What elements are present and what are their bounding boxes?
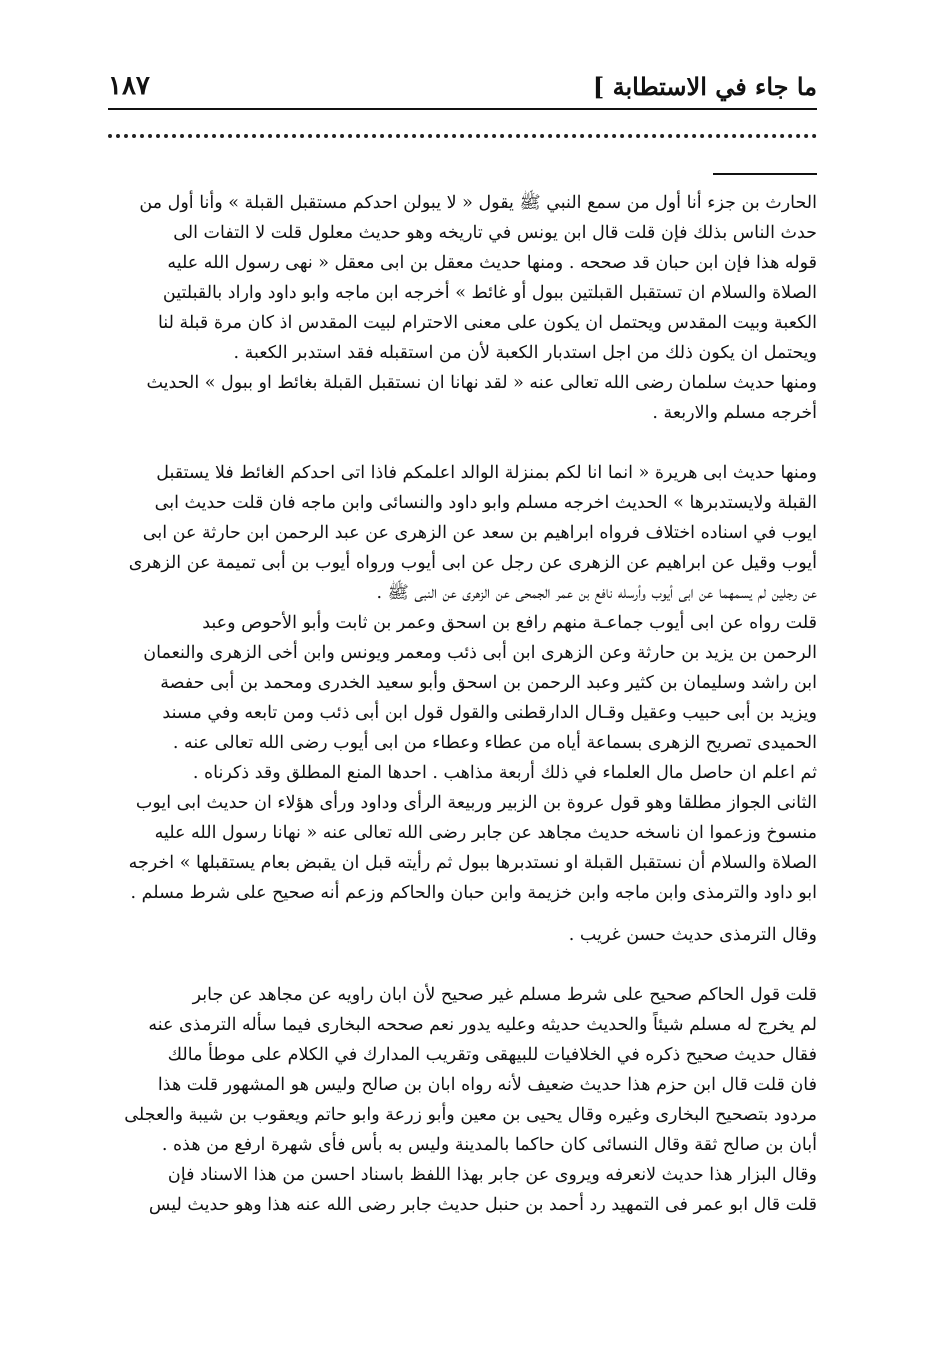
paragraph [108,1160,817,1220]
running-title: ما جاء في الاستطابة ] [592,71,817,101]
paragraph [108,920,817,950]
dotted-separator [108,134,817,138]
text-line: لم يخرج له مسلم شيئاً والحديث حديثه وعليه يدور نعم صححه البخارى فيما سأله الترمذى عنه [148,1015,817,1035]
paragraph [108,758,817,908]
page-header [108,68,817,104]
text-line: قلت قال ابو عمر فى التمهيد رد أحمد بن حنبل حديث جابر رضى الله عنه هذا وهو حديث ليس [148,1195,817,1215]
text-line: ثم اعلم ان حاصل مال العلماء في ذلك أربعة مذاهب . احدها المنع المطلق وقد ذكرناه . [192,763,817,783]
text-line: قلت قول الحاكم صحيح على شرط مسلم غير صحيح لأن ابان راويه عن مجاهد عن جابر [192,985,817,1005]
text-line: ومنها حديث ابى هريرة « انما انا لكم بمنزلة الوالد اعلمكم فاذا اتى احدكم الغائط فلا يستقبل [156,463,817,483]
text-line: فان قلت قال ابن حزم هذا حديث ضعيف لأنه رواه ابان بن صالح وليس هو المشهور قلت هذا [157,1075,817,1095]
text-line: مردود بتصحيح البخارى وغيره وقال يحيى بن معين وأبو زرعة وابو حاتم ويعقوب بن شيبة والعجلى [124,1105,817,1125]
paragraph [108,458,817,608]
text-line: ويزيد بن أبى حبيب وعقيل وقـال الدارقطنى والقول قول ابن أبى ذئب ومن تابعه وفي مسند [162,703,817,723]
paragraph [108,368,817,428]
text-line: قوله هذا فإن ابن حبان قد صححه . ومنها حديث معقل بن ابى معقل « نهى رسول الله عليه [167,253,817,273]
text-line: فقال حديث صحيح ذكره في الخلافيات للبيهقى وتقريب المدارك في الكلام على موطأ مالك [167,1045,817,1065]
text-line: الصلاة والسلام أن نستقبل القبلة او نستدبرها ببول ثم رأيته قبل ان يقبض بعام يستقبلها » اخرجه [128,853,817,873]
text-line: قلت رواه عن ابى أيوب جماعـة منهم رافع بن اسحق وعمر بن ثابت وأبو الأحوص وعبد [202,613,817,633]
text-line: وقال الترمذى حديث حسن غريب . [568,925,817,945]
text-line: حدث الناس بذلك فإن قلت قال ابن يونس في تاريخه وهو حديث معلول قلت لا التفات الى [173,223,817,243]
text-line: منسوخ وزعموا ان ناسخه حديث مجاهد عن جابر رضى الله تعالى عنه « نهانا رسول الله عليه [154,823,817,843]
text-line: الحميدى تصريح الزهرى بسماعة أياه من عطاء وعطاء من ابى أيوب رضى الله تعالى عنه . [172,733,817,753]
text-line: وقال البزار هذا حديث لانعرفه ويروى عن جابر بهذا اللفظ باسناد احسن من هذا الاسناد فإن [167,1165,817,1185]
paragraph [108,980,817,1160]
text-line: الثانى الجواز مطلقا وهو قول عروة بن الزبير وربيعة الرأى وداود ورأى هؤلاء ان حديث ابى ايوب [135,793,817,813]
header-rule [108,108,817,110]
page-number: ١٨٧ [108,71,150,101]
main-text [108,188,817,1220]
text-line: ومنها حديث سلمان رضى الله تعالى عنه « لقد نهانا ان نستقبل القبلة بغائط او ببول » الحديث [146,373,817,393]
text-line: ايوب في اسناده اختلاف فرواه ابراهيم بن سعد عن الزهرى عن عبد الرحمن ابن حارثة عن ابى [142,523,817,543]
text-line: الحارث بن جزء أنا أول من سمع النبي ﷺ يقول « لا يبولن احدكم مستقبل القبلة » وأنا أول من [139,193,817,213]
short-rule [713,173,817,175]
text-line: الصلاة والسلام ان تستقبل القبلتين ببول أو غائط » أخرجه ابن ماجه وابو داود واراد بالقبلتين [162,283,817,303]
text-line: عن رجلين لم يسمهما عن ابى أيوب وأرسله نافع بن عمر الجمحى عن الزهرى عن النبى ﷺ . [376,583,817,603]
text-line: ابو داود والترمذى وابن ماجه وابن خزيمة وابن حبان والحاكم وزعم أنه صحيح على شرط مسلم . [130,883,817,903]
text-line: أيوب وقيل عن ابراهيم عن الزهرى عن رجل عن ابى أيوب ورواه أيوب بن أبى تميمة عن الزهرى [128,553,817,573]
text-line: أبان بن صالح ثقة وقال النسائى كان حاكما بالمدينة وليس به بأس فأى شهرة ارفع من هذه . [161,1135,817,1155]
text-line: ابن راشد وسليمان بن كثير وعبد الرحمن بن اسحق وأبو سعيد الخدرى ومحمد بن أبى حفصة [160,673,817,693]
paragraph [108,188,817,368]
text-line: الكعبة وبيت المقدس ويحتمل ان يكون على معنى الاحترام لبيت المقدس اذ كان مرة قبلة لنا [157,313,817,333]
text-line: أخرجه مسلم والاربعة . [652,403,817,423]
text-line: ويحتمل ان يكون ذلك من اجل استدبار الكعبة لأن من استقبله فقد استدبر الكعبة . [233,343,817,363]
paragraph [108,608,817,758]
text-line: القبلة ولايستدبرها » الحديث اخرجه مسلم وابو داود والنسائى وابن ماجه فان قلت حديث ابى [154,493,817,513]
text-line: الرحمن بن يزيد بن حارثة وعن الزهرى ابن أبى ذئب ومعمر ويونس وابن أخى الزهرى والنعمان [143,643,817,663]
